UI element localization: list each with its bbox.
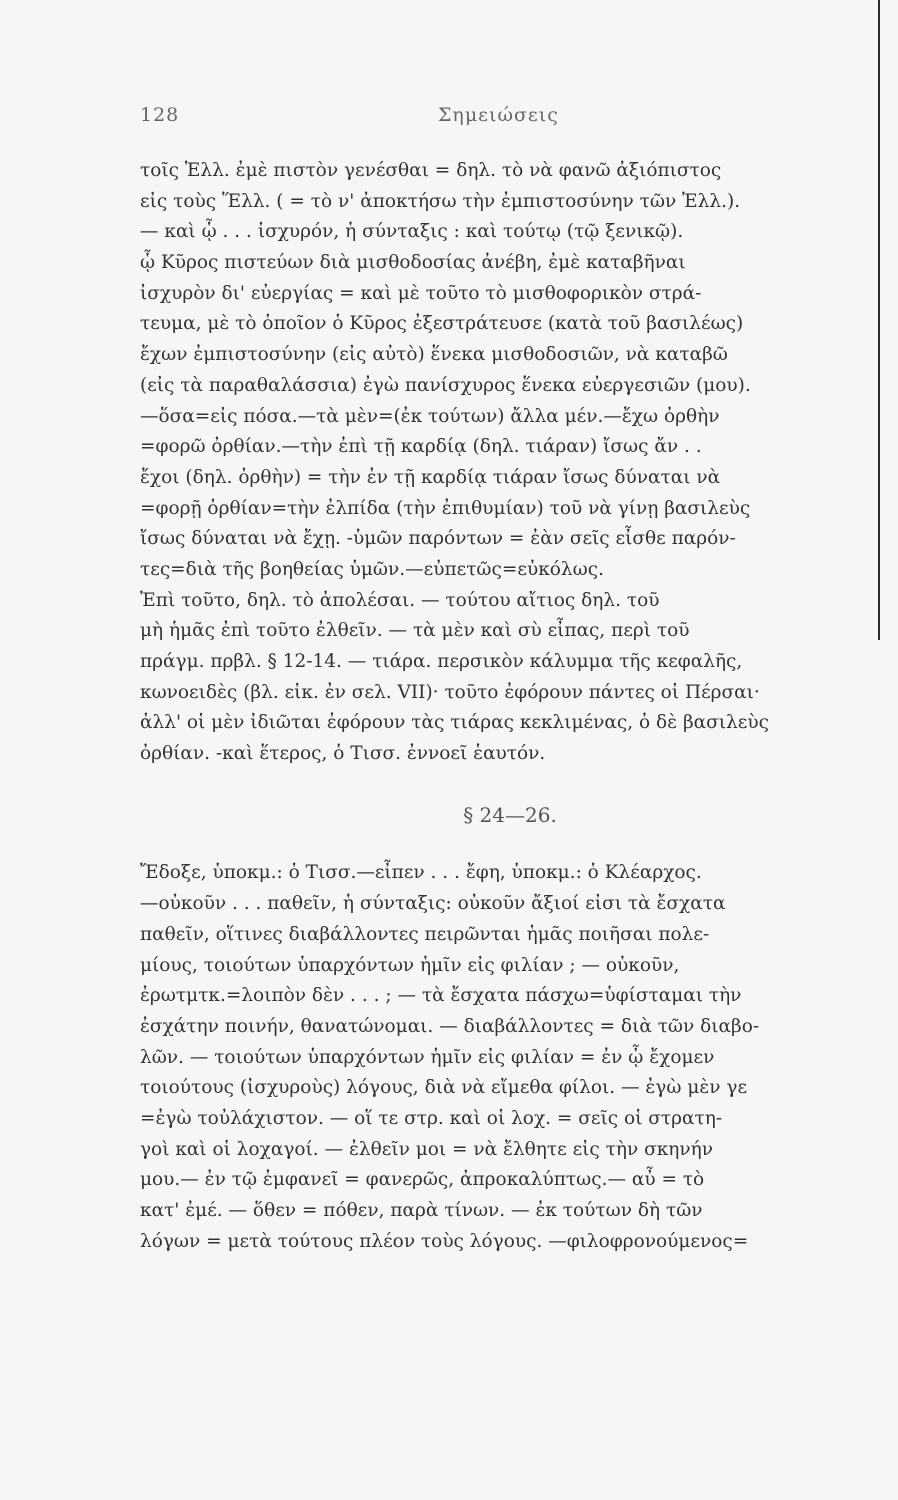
text-line: ὀρθίαν. -καὶ ἕτερος, ὁ Τισσ. ἐννοεῖ ἑαυτόν. — [140, 743, 546, 765]
text-line: ἔχοι (δηλ. ὀρθὴν) = τὴν ἐν τῇ καρδίᾳ τιάραν ἴσως δύναται νὰ — [140, 466, 721, 488]
text-line: εἰς τοὺς Ἕλλ. ( = τὸ ν' ἀποκτήσω τὴν ἐμπιστοσύνην τῶν Ἑλλ.). — [140, 190, 741, 212]
text-line: ἀλλ' οἱ μὲν ἰδιῶται ἐφόρουν τὰς τιάρας κεκλιμένας, ὁ δὲ βασιλεὺς — [140, 712, 769, 734]
text-line: Ἐπὶ τοῦτο, δηλ. τὸ ἀπολέσαι. — τούτου αἴτιος δηλ. τοῦ — [140, 589, 660, 611]
text-line: πράγμ. πρβλ. § 12-14. — τιάρα. περσικὸν κάλυμμα τῆς κεφαλῆς, — [140, 651, 743, 672]
running-head: Σημειώσεις — [438, 104, 559, 126]
text-line: μίους, τοιούτων ὑπαρχόντων ἡμῖν εἰς φιλίαν ; — οὐκοῦν, — [140, 954, 680, 976]
text-line: μου.— ἐν τῷ ἐμφανεῖ = φανερῶς, ἀπροκαλύπτως.— αὖ = τὸ — [140, 1169, 705, 1191]
text-line: =φορῶ ὀρθίαν.—τὴν ἐπὶ τῇ καρδίᾳ (δηλ. τιάραν) ἴσως ἄν . . — [140, 436, 702, 458]
text-line: τοιούτους (ἰσχυροὺς) λόγους, διὰ νὰ εἴμεθα φίλοι. — ἐγὼ μὲν γε — [140, 1077, 748, 1099]
text-line: —ὅσα=εἰς πόσα.—τὰ μὲν=(ἐκ τούτων) ἄλλα μέν.—ἔχω ὀρθὴν — [140, 405, 720, 427]
page-body — [140, 156, 880, 1257]
text-line: ἐρωτμτκ.=λοιπὸν δὲν . . . ; — τὰ ἔσχατα πάσχω=ὑφίσταμαι τὴν — [140, 985, 742, 1007]
text-line: τοῖς Ἑλλ. ἐμὲ πιστὸν γενέσθαι = δηλ. τὸ νὰ φανῶ ἀξιόπιστος — [140, 160, 722, 181]
text-line: (εἰς τὰ παραθαλάσσια) ἐγὼ πανίσχυρος ἕνεκα εὐεργεσιῶν (μου). — [140, 374, 751, 396]
text-line: ἔχων ἐμπιστοσύνην (εἰς αὐτὸ) ἕνεκα μισθοδοσιῶν, νὰ καταβῶ — [140, 344, 728, 366]
text-line: =ἐγὼ τοὐλάχιστον. — οἵ τε στρ. καὶ οἱ λοχ. = σεῖς οἱ στρατη- — [140, 1107, 723, 1129]
text-line: λόγων = μετὰ τούτους πλέον τοὺς λόγους. —φιλοφρονούμενος= — [140, 1230, 749, 1252]
text-line: τευμα, μὲ τὸ ὁποῖον ὁ Κῦρος ἐξεστράτευσε (κατὰ τοῦ βασιλέως) — [140, 313, 744, 335]
text-line: κωνοειδὲς (βλ. εἰκ. ἐν σελ. VII)· τοῦτο ἐφόρουν πάντες οἱ Πέρσαι· — [140, 681, 760, 703]
text-line: ᾧ Κῦρος πιστεύων διὰ μισθοδοσίας ἀνέβη, ἐμὲ καταβῆναι — [140, 252, 686, 274]
section-heading: § 24—26. — [463, 802, 557, 827]
text-line: — καὶ ᾧ . . . ἰσχυρόν, ἡ σύνταξις : καὶ τούτῳ (τῷ ξενικῷ). — [140, 221, 684, 243]
text-line: τες=διὰ τῆς βοηθείας ὑμῶν.—εὐπετῶς=εὐκόλως. — [140, 558, 604, 580]
text-line: ἰσχυρὸν δι' εὐεργίας = καὶ μὲ τοῦτο τὸ μισθοφορικὸν στρά- — [140, 282, 702, 304]
page-number: 128 — [140, 104, 180, 126]
text-line: =φορῇ ὀρθίαν=τὴν ἐλπίδα (τὴν ἐπιθυμίαν) τοῦ νὰ γίνῃ βασιλεὺς — [140, 497, 751, 519]
text-line: γοὶ καὶ οἱ λοχαγοί. — ἐλθεῖν μοι = νὰ ἔλθητε εἰς τὴν σκηνήν — [140, 1138, 713, 1160]
page-header — [140, 104, 840, 134]
text-line: μὴ ἡμᾶς ἐπὶ τοῦτο ἐλθεῖν. — τὰ μὲν καὶ σὺ εἶπας, περὶ τοῦ — [140, 620, 690, 642]
text-line: λῶν. — τοιούτων ὑπαρχόντων ἡμῖν εἰς φιλίαν = ἐν ᾧ ἔχομεν — [140, 1046, 715, 1068]
text-line: παθεῖν, οἵτινες διαβάλλοντες πειρῶνται ἡμᾶς ποιῆσαι πολε- — [140, 923, 710, 945]
notes-paragraph-1 — [140, 156, 880, 770]
text-line: Ἔδοξε, ὑποκμ.: ὁ Τισσ.—εἶπεν . . . ἔφη, ὑποκμ.: ὁ Κλέαρχος. — [140, 862, 702, 884]
text-line: ἐσχάτην ποινήν, θανατώνομαι. — διαβάλλοντες = διὰ τῶν διαβο- — [140, 1015, 760, 1037]
text-line: ἴσως δύναται νὰ ἔχῃ. -ὑμῶν παρόντων = ἐὰν σεῖς εἶσθε παρόν- — [140, 528, 736, 550]
notes-paragraph-2 — [140, 858, 880, 1257]
text-line: —οὐκοῦν . . . παθεῖν, ἡ σύνταξις: οὐκοῦν ἄξιοί εἰσι τὰ ἔσχατα — [140, 893, 726, 915]
text-line: κατ' ἐμέ. — ὅθεν = πόθεν, παρὰ τίνων. — ἐκ τούτων δὴ τῶν — [140, 1200, 703, 1221]
